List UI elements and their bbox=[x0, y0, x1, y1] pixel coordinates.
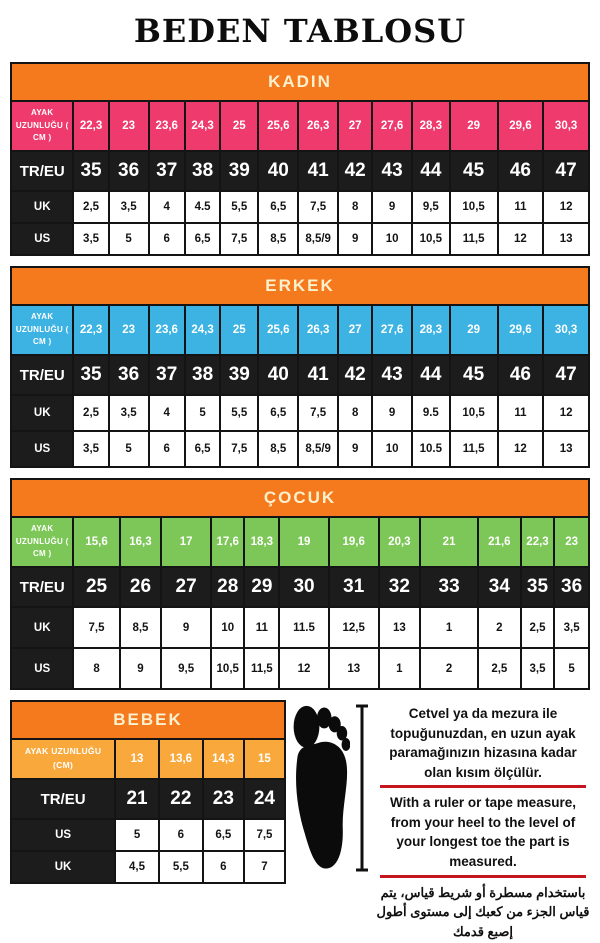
size-cell: 29 bbox=[450, 101, 498, 151]
size-cell: 21 bbox=[115, 779, 159, 819]
size-cell: 5 bbox=[115, 819, 159, 851]
size-cell: 9.5 bbox=[412, 395, 450, 431]
size-cell: 3,5 bbox=[109, 191, 149, 223]
size-cell: 7,5 bbox=[220, 431, 258, 467]
size-cell: 6 bbox=[149, 431, 185, 467]
size-cell: 46 bbox=[498, 151, 544, 191]
size-cell: 11,5 bbox=[450, 431, 498, 467]
size-cell: 6,5 bbox=[258, 191, 298, 223]
size-cell: 27 bbox=[338, 101, 372, 151]
foot-length-label: AYAK UZUNLUĞU ( CM ) bbox=[11, 305, 73, 355]
section-title: BEBEK bbox=[11, 701, 285, 739]
size-cell: 28,3 bbox=[412, 101, 450, 151]
size-cell: 10 bbox=[211, 607, 245, 648]
section-title: KADIN bbox=[11, 63, 589, 101]
foot-length-row bbox=[11, 101, 589, 151]
size-cell: 46 bbox=[498, 355, 544, 395]
size-cell: 26,3 bbox=[298, 305, 338, 355]
size-cell: 38 bbox=[185, 355, 220, 395]
size-cell: 7,5 bbox=[220, 223, 258, 255]
size-cell: 9 bbox=[372, 395, 412, 431]
size-cell: 39 bbox=[220, 355, 258, 395]
tr-eu-row bbox=[11, 151, 589, 191]
size-cell: 10 bbox=[372, 223, 412, 255]
us-row bbox=[11, 819, 285, 851]
size-cell: 8 bbox=[338, 395, 372, 431]
uk-row bbox=[11, 851, 285, 883]
us-row bbox=[11, 223, 589, 255]
size-cell: 10,5 bbox=[450, 395, 498, 431]
size-cell: 24,3 bbox=[185, 305, 220, 355]
size-cell: 27 bbox=[161, 567, 211, 607]
size-cell: 4,5 bbox=[115, 851, 159, 883]
size-cell: 8 bbox=[338, 191, 372, 223]
size-cell: 7,5 bbox=[298, 395, 338, 431]
section-title: ÇOCUK bbox=[11, 479, 589, 517]
size-cell: 29,6 bbox=[498, 305, 544, 355]
size-cell: 40 bbox=[258, 355, 298, 395]
size-cell: 9 bbox=[338, 223, 372, 255]
size-cell: 8,5 bbox=[258, 431, 298, 467]
size-cell: 13 bbox=[115, 739, 159, 779]
size-cell: 3,5 bbox=[73, 431, 108, 467]
size-cell: 26 bbox=[120, 567, 162, 607]
measure-notes bbox=[376, 700, 590, 943]
size-cell: 35 bbox=[73, 355, 108, 395]
size-cell: 6,5 bbox=[203, 819, 244, 851]
uk-label: UK bbox=[11, 607, 73, 648]
size-cell: 38 bbox=[185, 151, 220, 191]
size-cell: 36 bbox=[554, 567, 589, 607]
size-cell: 11,5 bbox=[450, 223, 498, 255]
size-cell: 8 bbox=[73, 648, 119, 689]
size-cell: 2,5 bbox=[73, 191, 108, 223]
size-cell: 13,6 bbox=[159, 739, 203, 779]
us-row bbox=[11, 431, 589, 467]
size-cell: 39 bbox=[220, 151, 258, 191]
size-cell: 9 bbox=[161, 607, 211, 648]
tr-eu-label: TR/EU bbox=[11, 151, 73, 191]
size-cell: 4 bbox=[149, 191, 185, 223]
size-cell: 44 bbox=[412, 151, 450, 191]
size-cell: 19,6 bbox=[329, 517, 379, 567]
red-divider bbox=[380, 875, 586, 878]
size-cell: 35 bbox=[521, 567, 555, 607]
uk-label: UK bbox=[11, 191, 73, 223]
size-cell: 24 bbox=[244, 779, 285, 819]
bebek-section-header bbox=[11, 701, 285, 739]
size-cell: 11.5 bbox=[279, 607, 329, 648]
size-cell: 22 bbox=[159, 779, 203, 819]
size-cell: 24,3 bbox=[185, 101, 220, 151]
size-cell: 25,6 bbox=[258, 101, 298, 151]
size-cell: 13 bbox=[329, 648, 379, 689]
size-cell: 10,5 bbox=[450, 191, 498, 223]
foot-length-label: AYAK UZUNLUĞU ( CM ) bbox=[11, 101, 73, 151]
size-cell: 40 bbox=[258, 151, 298, 191]
size-cell: 9 bbox=[120, 648, 162, 689]
us-row bbox=[11, 648, 589, 689]
size-cell: 37 bbox=[149, 151, 185, 191]
size-cell: 6 bbox=[149, 223, 185, 255]
size-cell: 13 bbox=[543, 223, 589, 255]
foot-length-label: AYAK UZUNLUĞU ( CM ) bbox=[11, 517, 73, 567]
size-cell: 23,6 bbox=[149, 101, 185, 151]
size-cell: 5 bbox=[554, 648, 589, 689]
tr-eu-label: TR/EU bbox=[11, 355, 73, 395]
size-cell: 9,5 bbox=[412, 191, 450, 223]
erkek-size-table bbox=[10, 266, 590, 468]
uk-row bbox=[11, 395, 589, 431]
size-cell: 5,5 bbox=[220, 395, 258, 431]
size-cell: 22,3 bbox=[521, 517, 555, 567]
size-cell: 22,3 bbox=[73, 305, 108, 355]
cocuk-size-table bbox=[10, 478, 590, 690]
size-cell: 30 bbox=[279, 567, 329, 607]
size-cell: 12 bbox=[543, 191, 589, 223]
size-cell: 12,5 bbox=[329, 607, 379, 648]
size-cell: 11 bbox=[498, 191, 544, 223]
size-cell: 10,5 bbox=[211, 648, 245, 689]
size-cell: 23 bbox=[203, 779, 244, 819]
size-cell: 23 bbox=[109, 305, 149, 355]
size-cell: 29 bbox=[450, 305, 498, 355]
size-cell: 3,5 bbox=[554, 607, 589, 648]
size-cell: 41 bbox=[298, 151, 338, 191]
size-cell: 30,3 bbox=[543, 101, 589, 151]
size-cell: 12 bbox=[498, 223, 544, 255]
size-cell: 28,3 bbox=[412, 305, 450, 355]
size-cell: 34 bbox=[478, 567, 521, 607]
size-cell: 6,5 bbox=[258, 395, 298, 431]
size-cell: 14,3 bbox=[203, 739, 244, 779]
size-cell: 31 bbox=[329, 567, 379, 607]
size-cell: 45 bbox=[450, 355, 498, 395]
size-cell: 25 bbox=[73, 567, 119, 607]
size-cell: 26,3 bbox=[298, 101, 338, 151]
size-cell: 4 bbox=[149, 395, 185, 431]
size-cell: 5 bbox=[109, 431, 149, 467]
size-cell: 5 bbox=[109, 223, 149, 255]
size-cell: 36 bbox=[109, 355, 149, 395]
size-cell: 23 bbox=[554, 517, 589, 567]
size-cell: 41 bbox=[298, 355, 338, 395]
uk-row bbox=[11, 607, 589, 648]
tr-eu-row bbox=[11, 355, 589, 395]
size-cell: 11 bbox=[244, 607, 279, 648]
ruler-line-icon bbox=[354, 702, 370, 874]
size-cell: 23,6 bbox=[149, 305, 185, 355]
size-cell: 3,5 bbox=[521, 648, 555, 689]
size-cell: 19 bbox=[279, 517, 329, 567]
us-label: US bbox=[11, 431, 73, 467]
size-cell: 42 bbox=[338, 355, 372, 395]
foot-length-label: AYAK UZUNLUĞU (CM) bbox=[11, 739, 115, 779]
size-cell: 30,3 bbox=[543, 305, 589, 355]
cocuk-section-header bbox=[11, 479, 589, 517]
kadin-size-table bbox=[10, 62, 590, 256]
section-title: ERKEK bbox=[11, 267, 589, 305]
size-cell: 9 bbox=[372, 191, 412, 223]
size-cell: 43 bbox=[372, 151, 412, 191]
uk-label: UK bbox=[11, 851, 115, 883]
us-label: US bbox=[11, 223, 73, 255]
size-cell: 21 bbox=[420, 517, 478, 567]
size-cell: 44 bbox=[412, 355, 450, 395]
size-cell: 21,6 bbox=[478, 517, 521, 567]
size-cell: 33 bbox=[420, 567, 478, 607]
note-english: With a ruler or tape measure, from your heel to the level of your longest toe the part is measured. bbox=[390, 795, 576, 869]
size-cell: 7,5 bbox=[73, 607, 119, 648]
size-cell: 6 bbox=[203, 851, 244, 883]
size-cell: 9 bbox=[338, 431, 372, 467]
size-cell: 43 bbox=[372, 355, 412, 395]
size-cell: 22,3 bbox=[73, 101, 108, 151]
kadin-section-header bbox=[11, 63, 589, 101]
size-cell: 5 bbox=[185, 395, 220, 431]
size-cell: 4.5 bbox=[185, 191, 220, 223]
size-cell: 17 bbox=[161, 517, 211, 567]
tr-eu-row bbox=[11, 567, 589, 607]
size-cell: 15,6 bbox=[73, 517, 119, 567]
foot-measure-figure bbox=[292, 700, 370, 874]
size-cell: 10,5 bbox=[412, 223, 450, 255]
size-cell: 2,5 bbox=[521, 607, 555, 648]
size-cell: 11,5 bbox=[244, 648, 279, 689]
size-cell: 25 bbox=[220, 305, 258, 355]
size-cell: 5,5 bbox=[220, 191, 258, 223]
us-label: US bbox=[11, 648, 73, 689]
size-cell: 3,5 bbox=[73, 223, 108, 255]
bebek-size-table bbox=[10, 700, 286, 884]
page-title: BEDEN TABLOSU bbox=[133, 12, 467, 50]
size-cell: 10.5 bbox=[412, 431, 450, 467]
size-cell: 47 bbox=[543, 151, 589, 191]
note-arabic: باستخدام مسطرة أو شريط قياس، يتم قياس الجزء من كعبك إلى مستوى أطول إصبع قدمك bbox=[376, 884, 590, 939]
size-cell: 6,5 bbox=[185, 223, 220, 255]
size-cell: 13 bbox=[543, 431, 589, 467]
size-cell: 1 bbox=[379, 648, 421, 689]
size-cell: 2 bbox=[420, 648, 478, 689]
size-cell: 27 bbox=[338, 305, 372, 355]
size-cell: 28 bbox=[211, 567, 245, 607]
red-divider bbox=[380, 785, 586, 788]
size-cell: 7 bbox=[244, 851, 285, 883]
size-cell: 6,5 bbox=[185, 431, 220, 467]
size-cell: 23 bbox=[109, 101, 149, 151]
size-cell: 27,6 bbox=[372, 305, 412, 355]
size-cell: 12 bbox=[498, 431, 544, 467]
size-cell: 2 bbox=[478, 607, 521, 648]
size-cell: 8,5/9 bbox=[298, 431, 338, 467]
size-cell: 2,5 bbox=[478, 648, 521, 689]
us-label: US bbox=[11, 819, 115, 851]
size-cell: 15 bbox=[244, 739, 285, 779]
size-cell: 18,3 bbox=[244, 517, 279, 567]
size-cell: 8,5 bbox=[258, 223, 298, 255]
size-cell: 35 bbox=[73, 151, 108, 191]
size-cell: 2,5 bbox=[73, 395, 108, 431]
uk-row bbox=[11, 191, 589, 223]
size-cell: 16,3 bbox=[120, 517, 162, 567]
size-cell: 6 bbox=[159, 819, 203, 851]
size-cell: 12 bbox=[279, 648, 329, 689]
size-cell: 8,5/9 bbox=[298, 223, 338, 255]
size-cell: 8,5 bbox=[120, 607, 162, 648]
foot-length-row bbox=[11, 305, 589, 355]
size-cell: 20,3 bbox=[379, 517, 421, 567]
note-turkish: Cetvel ya da mezura ile topuğunuzdan, en uzun ayak paramağınızın hizasına kadar olan kısım ölçülür. bbox=[389, 706, 577, 780]
size-cell: 32 bbox=[379, 567, 421, 607]
foot-icon bbox=[292, 702, 350, 874]
tr-eu-row bbox=[11, 779, 285, 819]
bebek-and-measure-row bbox=[10, 700, 590, 943]
size-cell: 9,5 bbox=[161, 648, 211, 689]
uk-label: UK bbox=[11, 395, 73, 431]
size-cell: 36 bbox=[109, 151, 149, 191]
size-cell: 7,5 bbox=[244, 819, 285, 851]
size-cell: 29 bbox=[244, 567, 279, 607]
size-cell: 29,6 bbox=[498, 101, 544, 151]
size-cell: 13 bbox=[379, 607, 421, 648]
size-cell: 7,5 bbox=[298, 191, 338, 223]
tr-eu-label: TR/EU bbox=[11, 779, 115, 819]
foot-length-row bbox=[11, 517, 589, 567]
foot-length-row bbox=[11, 739, 285, 779]
size-cell: 25 bbox=[220, 101, 258, 151]
size-cell: 11 bbox=[498, 395, 544, 431]
size-cell: 3,5 bbox=[109, 395, 149, 431]
size-cell: 27,6 bbox=[372, 101, 412, 151]
size-cell: 25,6 bbox=[258, 305, 298, 355]
size-cell: 12 bbox=[543, 395, 589, 431]
erkek-section-header bbox=[11, 267, 589, 305]
size-cell: 42 bbox=[338, 151, 372, 191]
size-cell: 10 bbox=[372, 431, 412, 467]
size-cell: 37 bbox=[149, 355, 185, 395]
size-cell: 17,6 bbox=[211, 517, 245, 567]
size-cell: 1 bbox=[420, 607, 478, 648]
size-cell: 5,5 bbox=[159, 851, 203, 883]
size-cell: 45 bbox=[450, 151, 498, 191]
tr-eu-label: TR/EU bbox=[11, 567, 73, 607]
size-cell: 47 bbox=[543, 355, 589, 395]
